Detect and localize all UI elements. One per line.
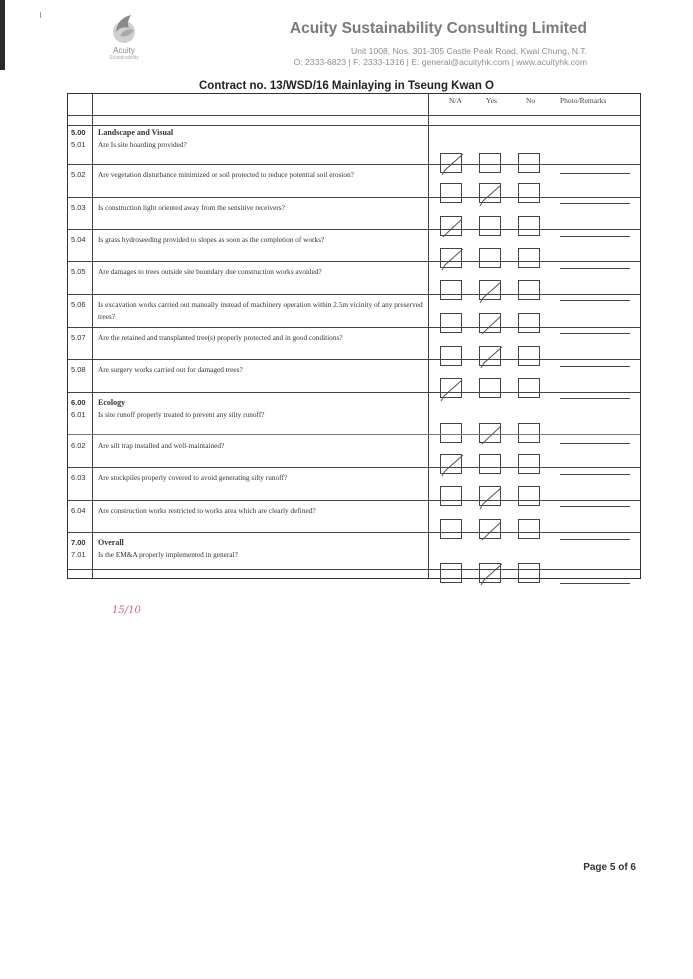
checkbox-yes[interactable] <box>479 519 501 539</box>
item-number: 7.01 <box>71 550 86 559</box>
checkbox-yes[interactable] <box>479 248 501 268</box>
checkbox-yes[interactable] <box>479 346 501 366</box>
item-number: 6.04 <box>71 506 86 515</box>
row-divider <box>68 500 640 501</box>
checkbox-no[interactable] <box>518 346 540 366</box>
column-header-remarks: Photo/Remarks <box>560 96 607 105</box>
logo-emblem-icon <box>107 12 141 46</box>
column-header-na: N/A <box>449 96 462 105</box>
remarks-line[interactable] <box>560 443 630 444</box>
check-mark-icon <box>478 562 504 588</box>
item-number: 5.08 <box>71 365 86 374</box>
section-heading: Ecology <box>98 398 126 407</box>
row-divider <box>68 569 640 570</box>
checkbox-no[interactable] <box>518 454 540 474</box>
check-mark-icon <box>439 453 465 479</box>
logo-text: Acuity <box>113 46 135 55</box>
question-text: Is excavation works carried out manually instead of machinery operation within 2.5m vicinity of any preserved trees? <box>98 300 423 321</box>
check-mark-icon <box>478 279 504 305</box>
item-number: 6.00 <box>71 398 86 407</box>
row-divider <box>68 261 640 262</box>
section-heading: Landscape and Visual <box>98 128 174 137</box>
remarks-line[interactable] <box>560 203 630 204</box>
check-mark-icon <box>478 312 504 338</box>
remarks-line[interactable] <box>560 333 630 334</box>
checkbox-no[interactable] <box>518 378 540 398</box>
row-divider <box>68 294 640 295</box>
check-mark-icon <box>478 182 504 208</box>
check-mark-icon <box>478 422 504 448</box>
checkbox-na[interactable] <box>440 454 462 474</box>
checkbox-yes[interactable] <box>479 486 501 506</box>
checkbox-na[interactable] <box>440 486 462 506</box>
remarks-line[interactable] <box>560 398 630 399</box>
checkbox-na[interactable] <box>440 153 462 173</box>
check-mark-icon <box>439 152 465 178</box>
question-text: Are vegetation disturbance minimized or soil protected to reduce potential soil erosion? <box>98 170 354 179</box>
checkbox-yes[interactable] <box>479 423 501 443</box>
item-number: 5.01 <box>71 140 86 149</box>
remarks-line[interactable] <box>560 236 630 237</box>
item-number: 5.04 <box>71 235 86 244</box>
checkbox-no[interactable] <box>518 248 540 268</box>
checklist-table <box>67 93 641 579</box>
row-divider <box>68 359 640 360</box>
checkbox-na[interactable] <box>440 423 462 443</box>
check-mark-icon <box>439 215 465 241</box>
scan-tick-mark <box>40 12 41 18</box>
item-number: 6.01 <box>71 410 86 419</box>
row-divider <box>68 164 640 165</box>
check-mark-icon <box>478 518 504 544</box>
company-address: Unit 1008, Nos. 301-305 Castle Peak Road, Kwai Chung, N.T. <box>351 46 587 56</box>
section-heading: Overall <box>98 538 124 547</box>
item-number: 5.03 <box>71 203 86 212</box>
row-divider <box>68 532 640 533</box>
logo-subtext: Sustainability <box>109 55 139 61</box>
question-text: Are the retained and transplanted tree(s) properly protected and in good conditions? <box>98 333 343 342</box>
number-column-divider <box>92 94 93 578</box>
checkbox-na[interactable] <box>440 519 462 539</box>
checkbox-no[interactable] <box>518 423 540 443</box>
item-number: 5.06 <box>71 300 86 309</box>
remarks-line[interactable] <box>560 268 630 269</box>
scan-edge-mark <box>0 0 5 70</box>
item-number: 6.03 <box>71 473 86 482</box>
company-logo <box>88 12 160 74</box>
checkbox-na[interactable] <box>440 563 462 583</box>
checkbox-na[interactable] <box>440 280 462 300</box>
item-number: 5.05 <box>71 267 86 276</box>
checkbox-yes[interactable] <box>479 563 501 583</box>
remarks-line[interactable] <box>560 173 630 174</box>
row-divider <box>68 327 640 328</box>
checkbox-no[interactable] <box>518 153 540 173</box>
question-text: Are silt trap installed and well-maintained? <box>98 441 225 450</box>
item-number: 6.02 <box>71 441 86 450</box>
column-header-no: No <box>526 96 536 105</box>
checkbox-yes[interactable] <box>479 313 501 333</box>
answer-column-divider <box>428 94 429 578</box>
question-text: Is the EM&A properly implemented in general? <box>98 550 238 559</box>
handwritten-date-note: 15/10 <box>112 605 141 616</box>
page-number: Page 5 of 6 <box>583 862 636 873</box>
item-number: 7.00 <box>71 538 86 547</box>
check-mark-icon <box>439 377 465 403</box>
check-mark-icon <box>439 247 465 273</box>
row-divider <box>68 197 640 198</box>
company-contact: O: 2333-6823 | F: 2333-1316 | E: general@acuityhk.com | www.acuityhk.com <box>293 57 587 67</box>
question-text: Is site runoff properly treated to prevent any silty runoff? <box>98 410 265 419</box>
checkbox-no[interactable] <box>518 486 540 506</box>
checkbox-yes[interactable] <box>479 153 501 173</box>
document-title: Contract no. 13/WSD/16 Mainlaying in Tseung Kwan O <box>199 80 494 92</box>
row-divider <box>68 467 640 468</box>
checkbox-yes[interactable] <box>479 378 501 398</box>
remarks-line[interactable] <box>560 366 630 367</box>
row-divider <box>68 392 640 393</box>
checkbox-na[interactable] <box>440 313 462 333</box>
remarks-line[interactable] <box>560 583 630 584</box>
question-text: Is grass hydroseeding provided to slopes as soon as the completion of works? <box>98 235 325 244</box>
question-text: Are stockpiles properly covered to avoid generating silty runoff? <box>98 473 288 482</box>
checkbox-na[interactable] <box>440 346 462 366</box>
checkbox-no[interactable] <box>518 313 540 333</box>
item-number: 5.00 <box>71 128 86 137</box>
question-text: Are damages to trees outside site boundary due construction works avoided? <box>98 267 322 276</box>
checkbox-yes[interactable] <box>479 183 501 203</box>
remarks-line[interactable] <box>560 474 630 475</box>
checkbox-yes[interactable] <box>479 280 501 300</box>
row-divider <box>68 434 640 435</box>
checkbox-na[interactable] <box>440 378 462 398</box>
question-text: Are construction works restricted to works area which are clearly defined? <box>98 506 316 515</box>
remarks-line[interactable] <box>560 539 630 540</box>
remarks-line[interactable] <box>560 300 630 301</box>
checkbox-yes[interactable] <box>479 216 501 236</box>
checkbox-na[interactable] <box>440 248 462 268</box>
checkbox-no[interactable] <box>518 563 540 583</box>
question-text: Are Is site hoarding provided? <box>98 140 187 149</box>
company-name: Acuity Sustainability Consulting Limited <box>289 20 587 37</box>
item-number: 5.07 <box>71 333 86 342</box>
checkbox-no[interactable] <box>518 216 540 236</box>
header-row-divider <box>68 115 640 116</box>
check-mark-icon <box>478 485 504 511</box>
check-mark-icon <box>478 345 504 371</box>
header-row-divider-lower <box>68 125 640 126</box>
checkbox-yes[interactable] <box>479 454 501 474</box>
checkbox-na[interactable] <box>440 216 462 236</box>
item-number: 5.02 <box>71 170 86 179</box>
row-divider <box>68 229 640 230</box>
checkbox-na[interactable] <box>440 183 462 203</box>
question-text: Are surgery works carried out for damaged trees? <box>98 365 243 374</box>
column-header-yes: Yes <box>486 96 497 105</box>
remarks-line[interactable] <box>560 506 630 507</box>
checkbox-no[interactable] <box>518 519 540 539</box>
checkbox-no[interactable] <box>518 183 540 203</box>
question-text: Is construction light oriented away from the sensitive receivers? <box>98 203 285 212</box>
checkbox-no[interactable] <box>518 280 540 300</box>
